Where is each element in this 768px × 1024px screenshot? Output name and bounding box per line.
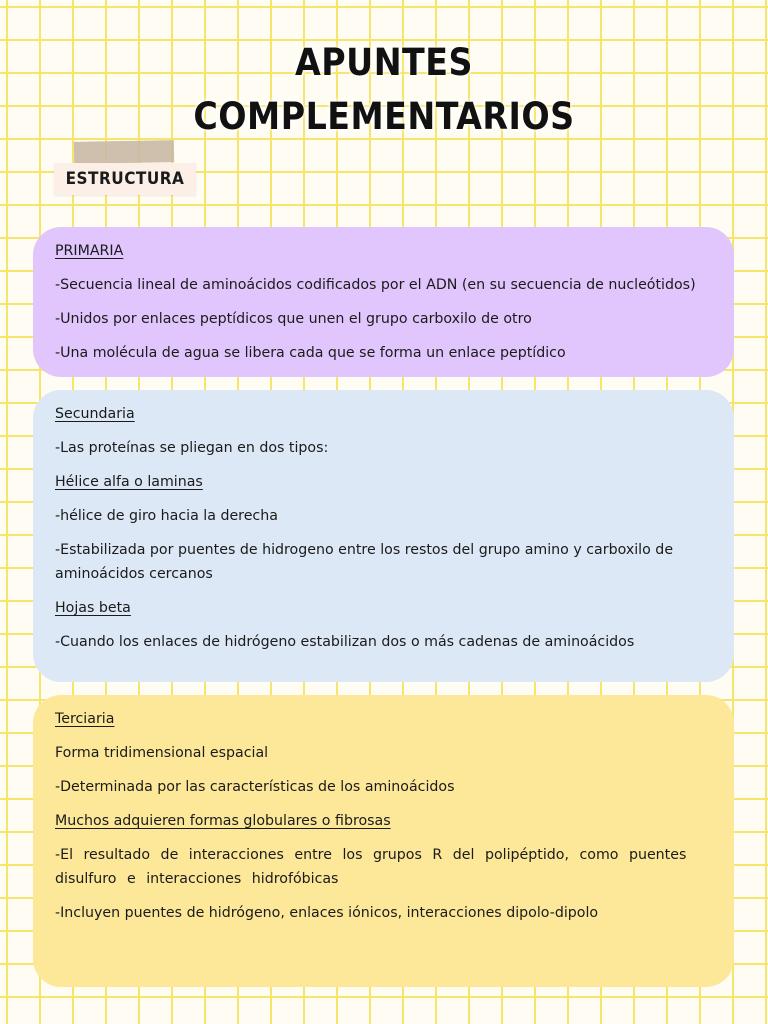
hojas-line-1: -Cuando los enlaces de hidrógeno estabilizan dos o más cadenas de aminoácidos: [55, 634, 635, 650]
primaria-line-3: -Una molécula de agua se libera cada que se forma un enlace peptídico: [55, 345, 566, 361]
page-title: [0, 36, 768, 144]
secundaria-heading: Secundaria: [55, 406, 135, 422]
secundaria-card: [33, 390, 734, 682]
helice-heading: Hélice alfa o laminas: [55, 474, 203, 490]
terciaria-card: [33, 695, 734, 987]
primaria-line-2: -Unidos por enlaces peptídicos que unen el grupo carboxilo de otro: [55, 311, 532, 327]
primaria-card: [33, 227, 734, 377]
hojas-heading: Hojas beta: [55, 600, 131, 616]
section-label: ESTRUCTURA: [54, 163, 196, 195]
helice-line-2: -Estabilizada por puentes de hidrogeno entre los restos del grupo amino y carboxilo de aminoácidos cercanos: [55, 542, 674, 582]
primaria-line-1: -Secuencia lineal de aminoácidos codificados por el ADN (en su secuencia de nucleótidos): [55, 277, 696, 293]
terciaria-subheading: Muchos adquieren formas globulares o fibrosas: [55, 813, 391, 829]
terciaria-line-1: Forma tridimensional espacial: [55, 745, 269, 761]
terciaria-line-4: -Incluyen puentes de hidrógeno, enlaces iónicos, interacciones dipolo-dipolo: [55, 905, 599, 921]
terciaria-line-2: -Determinada por las características de los aminoácidos: [55, 779, 455, 795]
terciaria-heading: Terciaria: [55, 711, 115, 727]
title-line-2: COMPLEMENTARIOS: [193, 95, 575, 138]
helice-line-1: -hélice de giro hacia la derecha: [55, 508, 278, 524]
washi-tape: [74, 140, 174, 164]
terciaria-line-3: -El resultado de interacciones entre los grupos R del polipéptido, como puentes disulfuro e interacciones hidrofóbicas: [55, 847, 687, 887]
primaria-heading: PRIMARIA: [55, 243, 124, 259]
title-line-1: APUNTES: [295, 41, 473, 84]
secundaria-intro: -Las proteínas se pliegan en dos tipos:: [55, 440, 329, 456]
